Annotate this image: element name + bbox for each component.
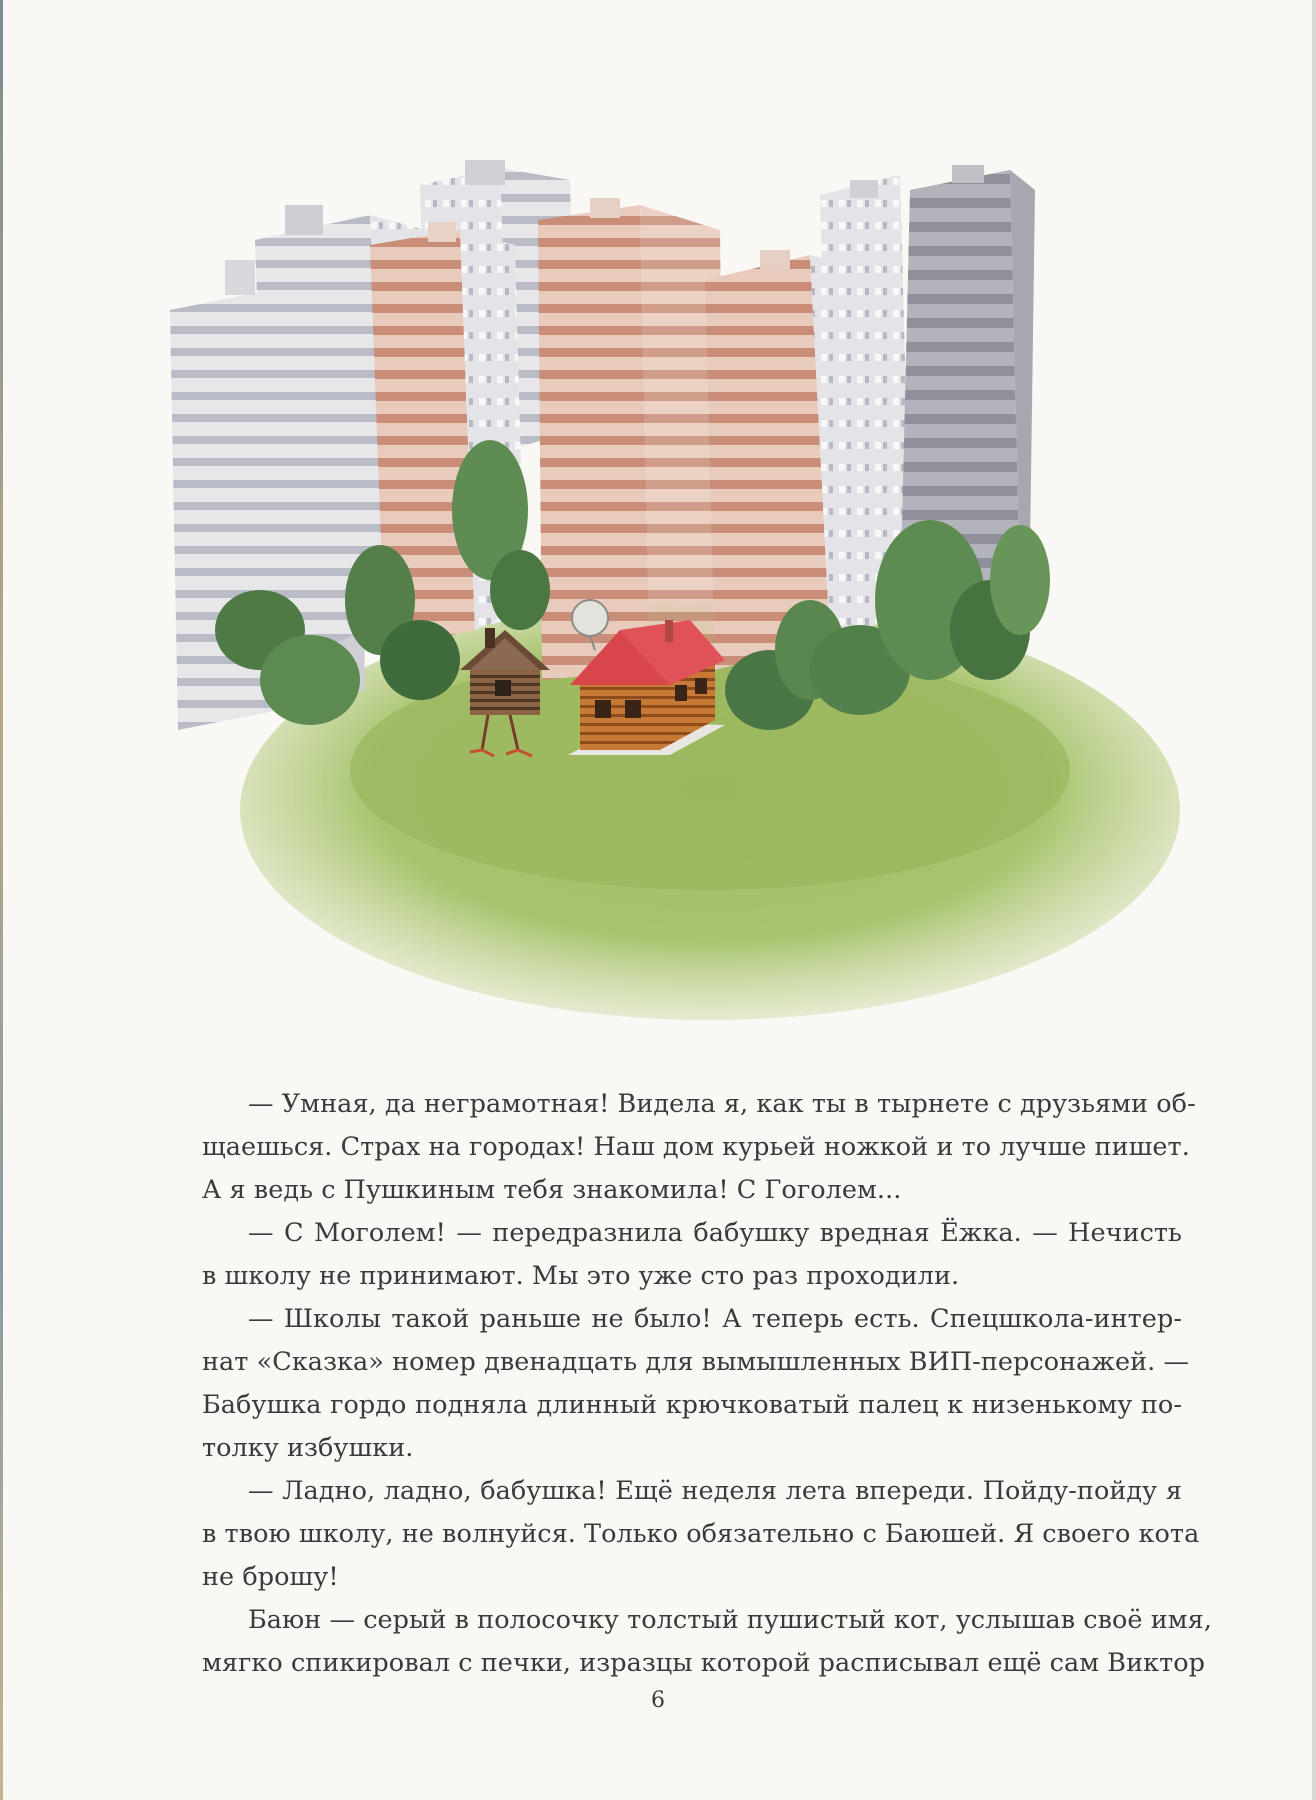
text-line: щаешься. Страх на городах! Наш дом курьей ножкой и то лучше пишет. (202, 1132, 1190, 1162)
text-line: в школу не принимают. Мы это уже сто раз проходили. (202, 1261, 960, 1291)
text-line: мягко спикировал с печки, изразцы которой расписывал ещё сам Виктор (202, 1648, 1206, 1678)
text-line: Баюн — серый в полосочку толстый пушистый кот, услышав своё имя, (248, 1605, 1212, 1635)
text-line: — Школы такой раньше не было! А теперь есть. Спецшкола-интер- (248, 1304, 1182, 1334)
page-number: 6 (651, 1688, 665, 1713)
text-line: — Ладно, ладно, бабушка! Ещё неделя лета впереди. Пойду-пойду я (248, 1476, 1182, 1506)
text-line: в твою школу, не волнуйся. Только обязательно с Баюшей. Я своего кота (202, 1519, 1200, 1549)
page-edge (1312, 0, 1316, 1800)
text-line: не брошу! (202, 1562, 339, 1592)
text-line: Бабушка гордо подняла длинный крючковатый палец к низенькому по- (202, 1390, 1182, 1420)
building-brick-center (538, 198, 725, 680)
book-illustration (170, 150, 1200, 1030)
building-far-right (820, 175, 910, 560)
illustration-svg (170, 150, 1200, 1030)
story-text (202, 1083, 1212, 1685)
text-line: нат «Сказка» номер двенадцать для вымышленных ВИП-персонажей. — (202, 1347, 1189, 1377)
text-line: толку избушки. (202, 1433, 414, 1463)
page-edge (0, 0, 3, 1800)
text-line: — Умная, да неграмотная! Видела я, как ты в тырнете с друзьями об- (248, 1089, 1196, 1119)
text-line: А я ведь с Пушкиным тебя знакомила! С Гоголем... (202, 1175, 902, 1205)
text-line: — С Моголем! — передразнила бабушку вредная Ёжка. — Нечисть (248, 1218, 1182, 1248)
